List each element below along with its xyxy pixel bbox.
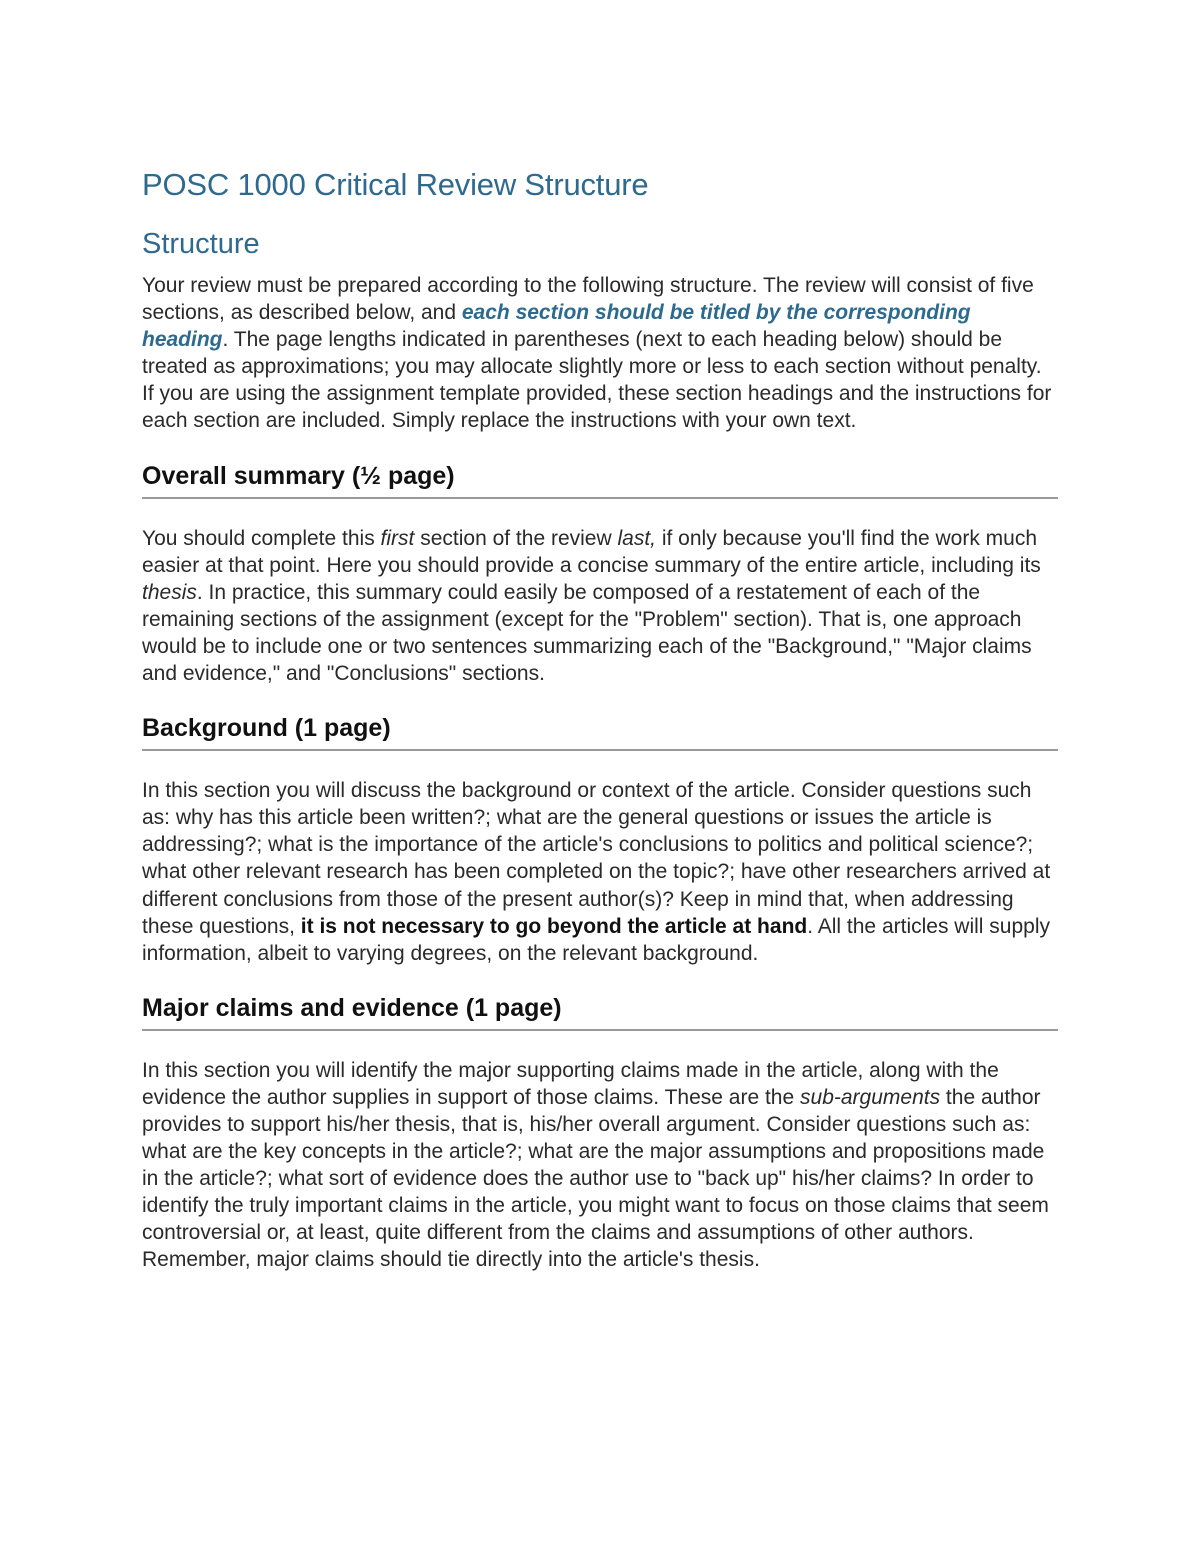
document-page (142, 166, 1058, 1274)
major-claims-text-2: the author provides to support his/her thesis, that is, his/her overall argument. Consider questions such as: what are the key concepts in the article?; what are the major assumptions and propositions made in the article?; what sort of evidence does the author use to "back up" his/her claims? In order to identify the truly important claims in the article, you might want to focus on those claims that seem controversial or, at least, quite different from the claims and assumptions of other authors. Remember, major claims should tie directly into the article's thesis. (142, 1085, 1049, 1272)
intro-text-2: . The page lengths indicated in parentheses (next to each heading below) should be treated as approximations; you may allocate slightly more or less to each section without penalty. If you are using the assignment template provided, these section headings and the instructions for each section are included. Simply replace the instructions with your own text. (142, 328, 1052, 433)
intro-text-1: Your review must be prepared according to the following structure. The review will consist of five sections, as described below, and (142, 274, 1034, 325)
overall-summary-text-4: . In practice, this summary could easily be composed of a restatement of each of the remaining sections of the assignment (except for the "Problem" section). That is, one approach would be to include one or two sentences summarizing each of the "Background," "Major claims and evidence," and "Conclusions" sections. (142, 580, 1032, 686)
overall-summary-text-2: section of the review (414, 526, 618, 550)
overall-summary-text-3: if only because you'll find the work much easier at that point. Here you should provide a concise summary of the entire article, including its (142, 526, 1041, 577)
section-major-claims (142, 992, 1058, 1274)
document-title: POSC 1000 Critical Review Structure (142, 167, 649, 202)
overall-summary-text-1: You should complete this (142, 526, 381, 550)
background-text-2: . All the articles will supply information, albeit to varying degrees, on the relevant background. (142, 914, 1050, 965)
section-background (142, 712, 1058, 967)
background-text-1: In this section you will discuss the background or context of the article. Consider questions such as: why has this article been written?; what are the general questions or issues the article is addressing?; what is the importance of the article's conclusions to politics and political science?; what other relevant research has been completed on the topic?; have other researchers arrived at different conclusions from those of the present author(s)? Keep in mind that, when addressing these questions, (142, 779, 1051, 938)
overall-summary-italic-last: last, (617, 526, 656, 550)
section-heading-background: Background (1 page) (142, 712, 1058, 751)
section-heading-major-claims: Major claims and evidence (1 page) (142, 992, 1058, 1031)
major-claims-paragraph (142, 1057, 1058, 1274)
background-bold-emphasis: it is not necessary to go beyond the article at hand (300, 914, 808, 938)
major-claims-italic-sub-arguments: sub-arguments (800, 1085, 941, 1109)
overall-summary-paragraph (142, 525, 1058, 688)
intro-emphasis: each section should be titled by the corresponding heading (142, 301, 971, 352)
background-paragraph (142, 777, 1058, 967)
section-overall-summary (142, 460, 1058, 688)
overall-summary-italic-first: first (380, 526, 415, 550)
section-heading-overall-summary: Overall summary (½ page) (142, 460, 1058, 499)
major-claims-text-1: In this section you will identify the major supporting claims made in the article, along with the evidence the author supplies in support of those claims. These are the (142, 1058, 999, 1109)
overall-summary-italic-thesis: thesis (142, 580, 197, 604)
intro-paragraph (142, 272, 1058, 435)
structure-heading: Structure (142, 228, 260, 260)
